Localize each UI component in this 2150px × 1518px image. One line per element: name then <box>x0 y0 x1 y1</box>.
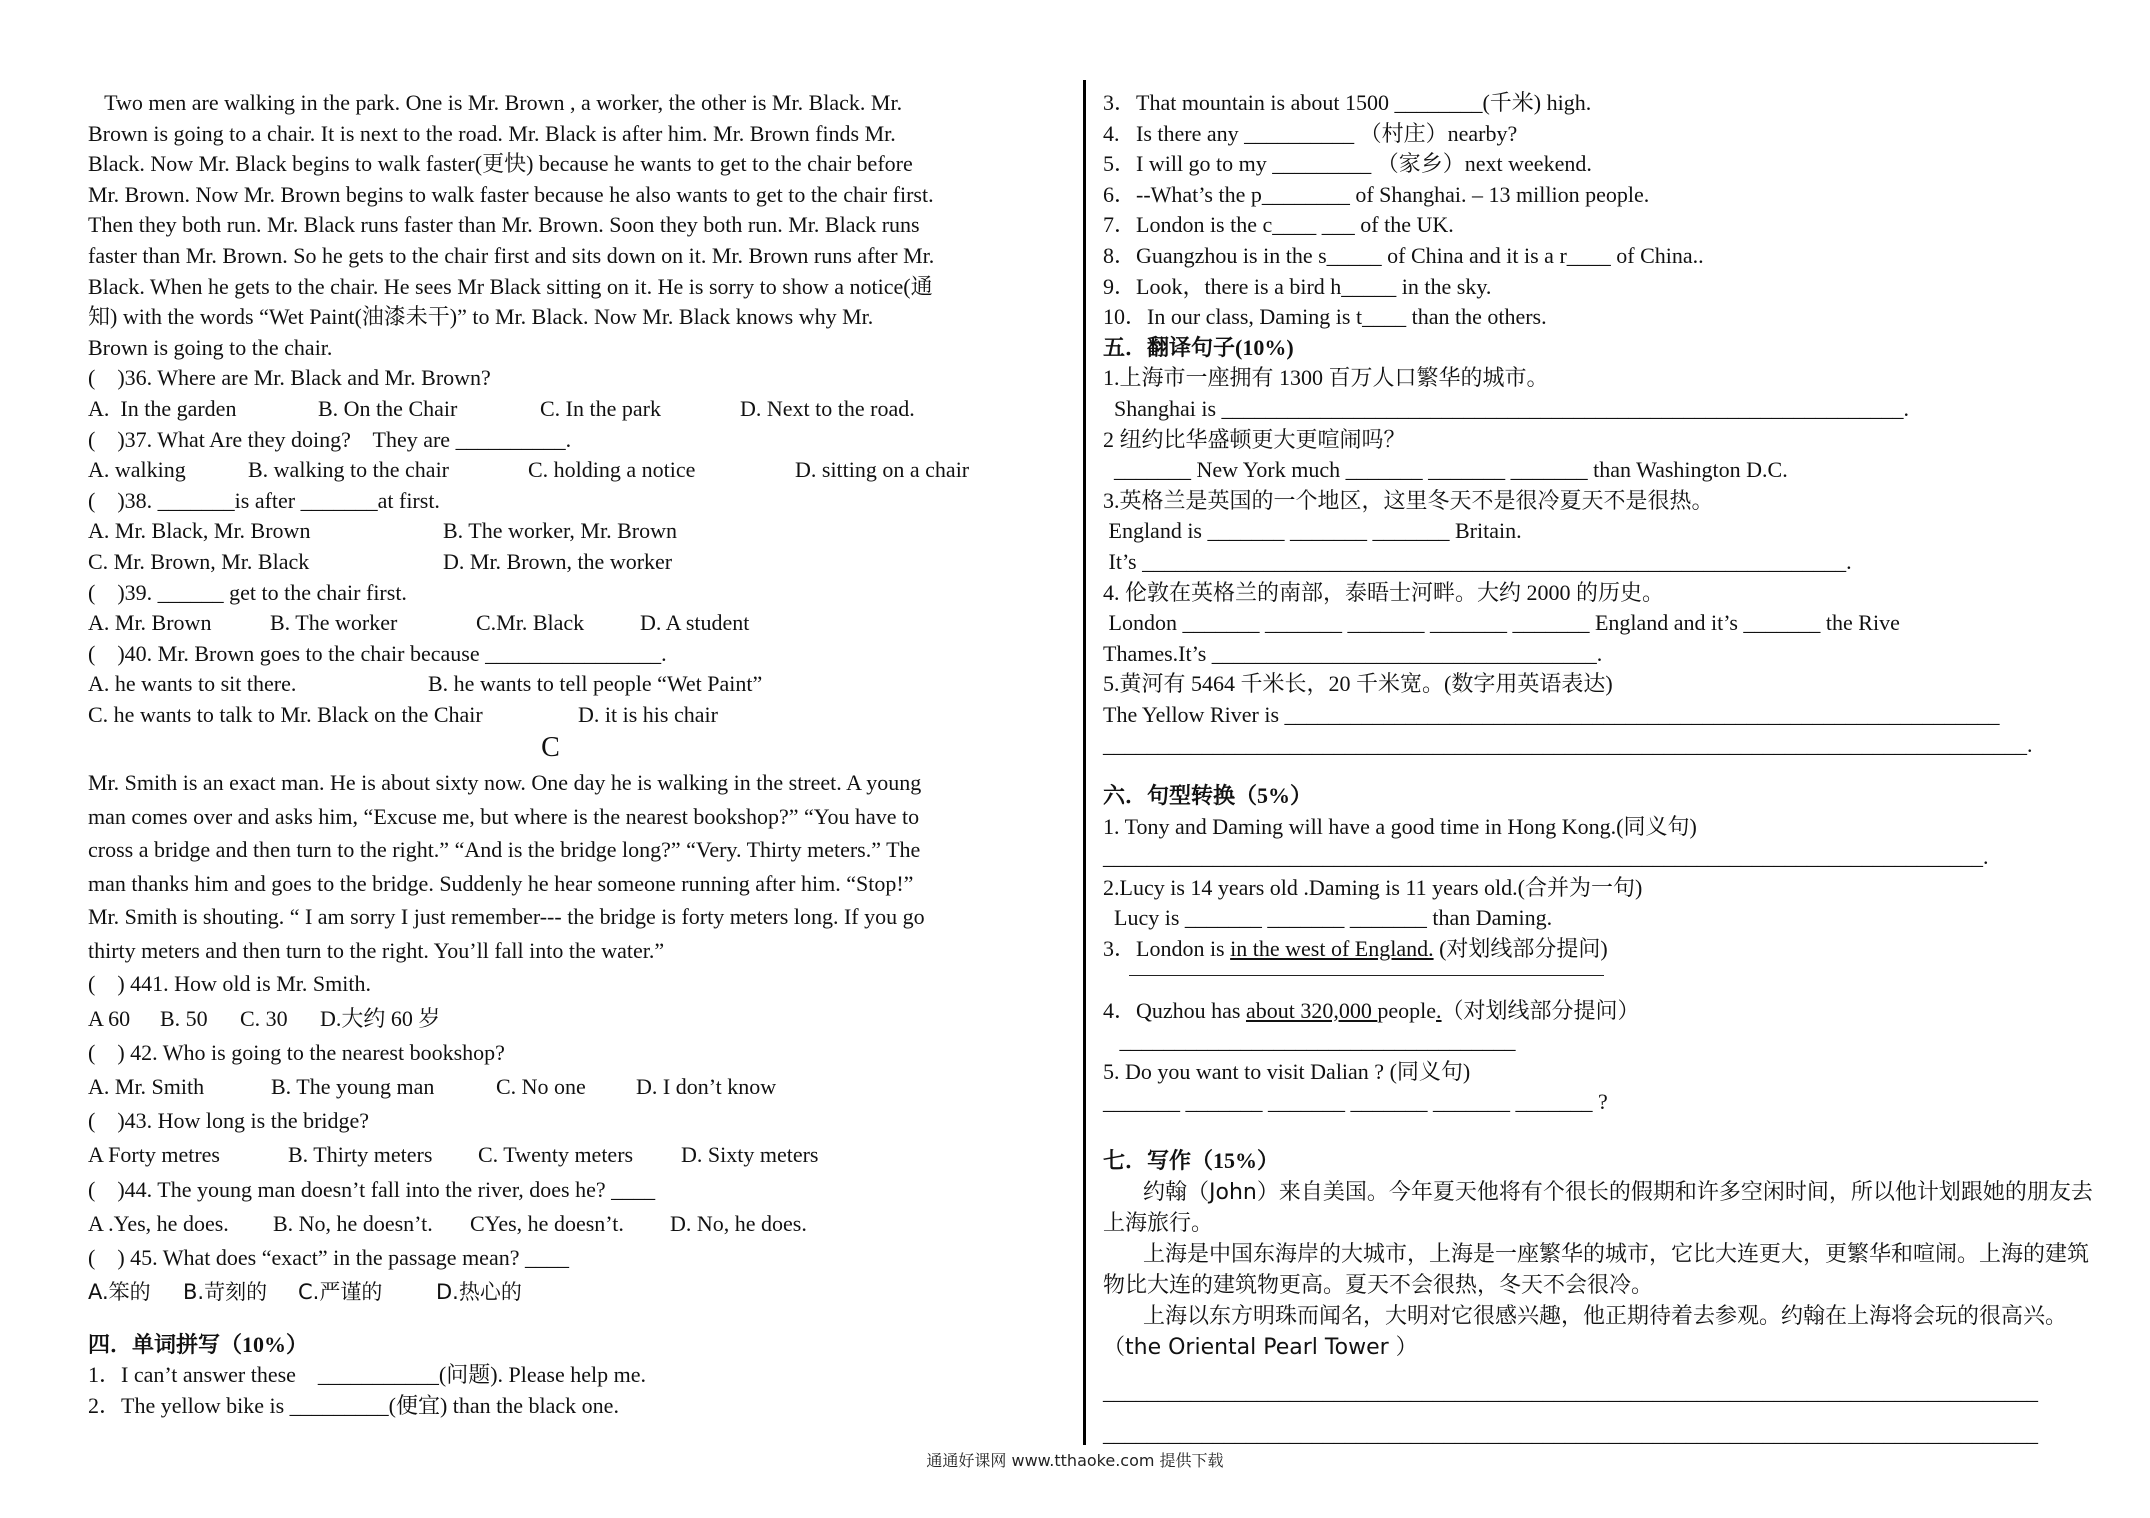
writing-paragraph: 约翰（John）来自美国。今年夏天他将有个很长的假期和许多空闲时间，所以他计划跟她的朋友去上海旅行。 <box>1103 1179 2093 1236</box>
translation-line: 3.英格兰是英国的一个地区，这里冬天不是很冷夏天不是很热。 <box>1103 487 1714 513</box>
option: C. No one <box>496 1074 586 1100</box>
option: A. Mr. Smith <box>88 1074 205 1100</box>
option: D. sitting on a chair <box>795 457 970 483</box>
section-6-title: 六．句型转换（5%） <box>1103 783 1313 809</box>
option: A 60 <box>88 1005 131 1031</box>
writing-paragraph: 上海以东方明珠而闻名，大明对它很感兴趣，他正期待着去参观。约翰在上海将会玩的很高兴。（the Oriental Pearl Tower ） <box>1103 1303 2068 1360</box>
option: C.严谨的 <box>298 1280 383 1305</box>
translation-line: 5.黄河有 5464 千米长，20 千米宽。(数字用英语表达) <box>1103 671 1613 697</box>
option: B. The worker, Mr. Brown <box>443 518 677 544</box>
writing-blank[interactable]: _____________________________________________________________________________________ <box>1103 1421 2038 1447</box>
option: D. Mr. Brown, the worker <box>443 548 673 574</box>
option: C. he wants to talk to Mr. Black on the Chair <box>88 701 483 727</box>
transform-blank[interactable]: _______ _______ _______ _______ _______ _______ ? <box>1103 1089 1608 1115</box>
right-column <box>1103 88 2093 1450</box>
translation-line: 2 纽约比华盛顿更大更喧闹吗？ <box>1103 426 1406 452</box>
passage-line: faster than Mr. Brown. So he gets to the chair first and sits down on it. Mr. Brown runs after Mr. <box>88 242 935 268</box>
options-37 <box>88 455 1063 486</box>
spelling-item: 5．I will go to my _________ （家乡）next weekend. <box>1103 151 1592 177</box>
left-column <box>88 88 1063 1421</box>
option: B. 50 <box>160 1005 208 1031</box>
translation-blank[interactable]: ____________________________________________________________________________________. <box>1103 732 2033 758</box>
question-39: ( )39. ______ get to the chair first. <box>88 579 407 605</box>
passage-line: 知) with the words “Wet Paint(油漆未干)” to Mr. Black. Now Mr. Black knows why Mr. <box>88 304 874 330</box>
question-40: ( )40. Mr. Brown goes to the chair because ________________. <box>88 640 667 666</box>
option: B. The worker <box>270 610 398 636</box>
option: A. In the garden <box>88 395 237 421</box>
option: D. No, he does. <box>670 1210 807 1236</box>
options-40-row1 <box>88 669 1063 700</box>
question-45: ( ) 45. What does “exact” in the passage mean? ____ <box>88 1245 569 1271</box>
spelling-item: 3．That mountain is about 1500 ________(千米) high. <box>1103 90 1592 115</box>
option: B. he wants to tell people “Wet Paint” <box>428 671 763 697</box>
passage-line: Brown is going to a chair. It is next to the road. Mr. Black is after him. Mr. Brown finds Mr. <box>88 120 896 146</box>
transform-blank[interactable]: Lucy is _______ _______ _______ than Daming. <box>1103 905 1553 931</box>
option: B. On the Chair <box>318 395 458 421</box>
spelling-item: 6．--What’s the p________ of Shanghai. – 13 million people. <box>1103 181 1650 207</box>
option: C.Mr. Black <box>476 610 585 636</box>
spelling-item: 2．The yellow bike is _________(便宜) than the black one. <box>88 1392 619 1418</box>
transform-question <box>1103 996 2093 1027</box>
translation-line: 4. 伦敦在英格兰的南部，泰晤士河畔。大约 2000 的历史。 <box>1103 579 1665 605</box>
question-37: ( )37. What Are they doing? They are __________. <box>88 426 572 452</box>
passage-c-heading: C <box>541 732 560 764</box>
option: D. Next to the road. <box>740 395 915 421</box>
options-38-row2 <box>88 547 1063 578</box>
options-43 <box>88 1138 1063 1172</box>
options-40-row2 <box>88 700 1063 731</box>
q3-prefix: 3．London is <box>1103 936 1231 962</box>
option: B. The young man <box>271 1074 435 1100</box>
options-39 <box>88 608 1063 639</box>
transform-blank[interactable]: ____________________________________ <box>1103 1028 1516 1054</box>
options-38-row1 <box>88 516 1063 547</box>
option: D. A student <box>640 610 750 636</box>
question-41: ( ) 441. How old is Mr. Smith. <box>88 971 371 997</box>
question-42: ( ) 42. Who is going to the nearest bookshop? <box>88 1039 505 1065</box>
option: A. Mr. Brown <box>88 610 212 636</box>
spelling-item: 9．Look，there is a bird h_____ in the sky. <box>1103 273 1492 299</box>
passage-line: Brown is going to the chair. <box>88 334 333 360</box>
q4-prefix: 4．Quzhou has <box>1103 997 1246 1023</box>
translation-blank[interactable]: The Yellow River is _________________________________________________________________ <box>1103 701 2000 727</box>
option: C. 30 <box>240 1005 288 1031</box>
question-38: ( )38. _______is after _______at first. <box>88 487 440 513</box>
q4-word: people <box>1377 997 1437 1023</box>
passage-line: Black. When he gets to the chair. He sees Mr Black sitting on it. He is sorry to show a notice(通 <box>88 273 933 299</box>
section-5-title: 五．翻译句子(10%) <box>1103 334 1294 360</box>
option: C. Mr. Brown, Mr. Black <box>88 548 310 574</box>
q3-suffix: (对划线部分提问) <box>1433 936 1608 962</box>
options-42 <box>88 1070 1063 1104</box>
option: C. In the park <box>540 395 661 421</box>
transform-question: 2.Lucy is 14 years old .Daming is 11 years old.(合并为一句) <box>1103 874 1643 900</box>
option: A .Yes, he does. <box>88 1210 229 1236</box>
q4-underlined: about 320,000 <box>1245 997 1378 1023</box>
options-44 <box>88 1207 1063 1241</box>
option: B. Thirty meters <box>288 1142 433 1168</box>
spelling-item: 7．London is the c____ ___ of the UK. <box>1103 212 1454 238</box>
option: B.苛刻的 <box>183 1280 268 1305</box>
passage-line: Two men are walking in the park. One is Mr. Brown , a worker, the other is Mr. Black. Mr. <box>88 90 903 115</box>
writing-paragraph: 上海是中国东海岸的大城市，上海是一座繁华的城市，它比大连更大，更繁华和喧闹。上海的建筑物比大连的建筑物更高。夏天不会很热，冬天不会很冷。 <box>1103 1241 2090 1298</box>
transform-question <box>1103 934 2093 965</box>
transform-blank[interactable]: ________________________________________________________________________________. <box>1103 844 1989 870</box>
passage-line: Mr. Smith is shouting. “ I am sorry I just remember--- the bridge is forty meters long. If you go <box>88 904 925 930</box>
spelling-item: 4. Is there any __________ （村庄）nearby? <box>1103 120 1518 146</box>
option: A. walking <box>88 457 186 483</box>
writing-prompt <box>1103 1177 2093 1363</box>
passage-line: man comes over and asks him, “Excuse me, but where is the nearest bookshop?” “You have to <box>88 803 920 829</box>
question-44: ( )44. The young man doesn’t fall into the river, does he? ____ <box>88 1176 656 1202</box>
option: D. Sixty meters <box>681 1142 819 1168</box>
question-36: ( )36. Where are Mr. Black and Mr. Brown? <box>88 365 491 391</box>
section-4-title: 四．单词拼写（10%） <box>88 1331 309 1357</box>
passage-line: Black. Now Mr. Black begins to walk faster(更快) because he wants to get to the chair before <box>88 151 913 177</box>
transform-question: 1. Tony and Daming will have a good time in Hong Kong.(同义句) <box>1103 813 1697 839</box>
option: D. I don’t know <box>636 1074 777 1100</box>
q3-underlined: in the west of England. <box>1230 936 1434 962</box>
spelling-item: 10．In our class, Daming is t____ than the others. <box>1103 304 1547 330</box>
option: A. he wants to sit there. <box>88 671 297 697</box>
q4-suffix: （对划线部分提问） <box>1441 997 1640 1023</box>
passage-line: cross a bridge and then turn to the right.” “And is the bridge long?” “Very. Thirty meters.” The <box>88 837 921 863</box>
option: D.大约 60 岁 <box>320 1005 441 1031</box>
column-divider <box>1083 80 1086 1445</box>
section-7-title: 七．写作（15%） <box>1103 1148 1280 1173</box>
option: B. No, he doesn’t. <box>273 1210 433 1236</box>
translation-blank[interactable]: England is _______ _______ _______ Britain. <box>1103 518 1522 544</box>
spelling-item: 1．I can’t answer these ___________(问题). Please help me. <box>88 1362 647 1388</box>
passage-line: Mr. Smith is an exact man. He is about sixty now. One day he is walking in the street. A young <box>88 770 922 796</box>
translation-line: 1.上海市一座拥有 1300 百万人口繁华的城市。 <box>1103 365 1549 391</box>
option: A.笨的 <box>88 1280 151 1305</box>
translation-blank[interactable]: Thames.It’s ___________________________________. <box>1103 640 1603 666</box>
transform-question: 5. Do you want to visit Dalian ? (同义句) <box>1103 1058 1471 1084</box>
passage-c <box>88 766 1063 967</box>
spelling-item: 8．Guangzhou is in the s_____ of China and it is a r____ of China.. <box>1103 242 1704 268</box>
options-36 <box>88 394 1063 425</box>
option: B. walking to the chair <box>248 457 450 483</box>
option: C. Twenty meters <box>478 1142 634 1168</box>
translation-blank[interactable]: London _______ _______ _______ _______ _______ England and it’s _______ the Rive <box>1103 610 1900 636</box>
passage-line: Then they both run. Mr. Black runs faster than Mr. Brown. Soon they both run. Mr. Black runs <box>88 212 920 238</box>
passage-line: man thanks him and goes to the bridge. Suddenly he hear someone running after him. “Stop!” <box>88 870 914 896</box>
option: CYes, he doesn’t. <box>470 1210 624 1236</box>
options-45 <box>88 1275 1063 1309</box>
option: D. it is his chair <box>578 701 718 727</box>
option: A. Mr. Black, Mr. Brown <box>88 518 311 544</box>
translation-blank[interactable]: It’s ________________________________________________________________. <box>1103 548 1852 574</box>
passage-line: Mr. Brown. Now Mr. Brown begins to walk faster because he also wants to get to the chair first. <box>88 181 934 207</box>
options-41 <box>88 1002 1063 1036</box>
writing-blank[interactable]: _____________________________________________________________________________________ <box>1103 1378 2038 1404</box>
translation-blank[interactable]: _______ New York much _______ _______ _______ than Washington D.C. <box>1103 457 1788 483</box>
passage-line: thirty meters and then turn to the right. You’ll fall into the water.” <box>88 937 665 963</box>
option: C. holding a notice <box>528 457 696 483</box>
passage-b <box>88 88 1063 363</box>
footer-credit: 通通好课网 www.tthaoke.com 提供下载 <box>926 1451 1224 1470</box>
q4-dot: . <box>1436 997 1442 1023</box>
option: A Forty metres <box>88 1142 220 1168</box>
translation-blank[interactable]: Shanghai is ______________________________________________________________. <box>1103 395 1910 421</box>
option: D.热心的 <box>436 1280 522 1305</box>
question-43: ( )43. How long is the bridge? <box>88 1108 370 1134</box>
q3-answer-line[interactable] <box>1129 975 1604 976</box>
